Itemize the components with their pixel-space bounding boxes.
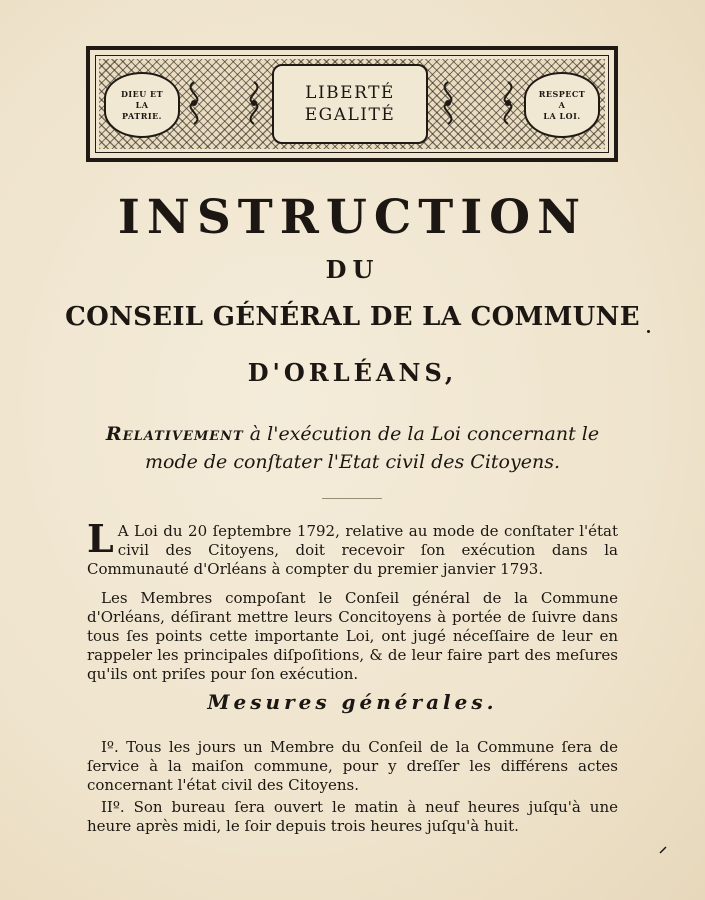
paragraph-article-2: IIº. Son bureau ſera ouvert le matin à neuf heures juſqu'à une heure après midi, le ſoir depuis trois heures juſqu'à huit. <box>87 798 618 835</box>
subtitle-caps-word: Relativement <box>105 423 244 445</box>
drop-cap: L <box>87 516 114 561</box>
flourish-center-right-icon <box>434 80 462 126</box>
medallion-center-line: EGALITÉ <box>304 105 396 125</box>
medallion-left-line: DIEU ET <box>120 88 164 99</box>
section-heading-mesures: Mesures générales. <box>207 690 498 714</box>
paragraph-article-1: Iº. Tous les jours un Membre du Conſeil de la Commune ſera de ſervice à la maiſon commune, pour y dreſſer les différens actes concernant l'état civil des Citoyens. <box>87 738 618 794</box>
medallion-right-line: A <box>558 99 566 110</box>
medallion-right-line: RESPECT <box>538 88 586 99</box>
flourish-center-left-icon <box>240 80 268 126</box>
title-du: DU <box>325 255 380 284</box>
title-orleans: D'ORLÉANS, <box>247 358 458 387</box>
ink-tick-mark <box>659 846 667 854</box>
medallion-dieu-patrie <box>104 72 180 138</box>
medallion-center-line: LIBERTÉ <box>305 83 395 103</box>
subtitle-line2: mode de conſtater l'Etat civil des Citoyens. <box>144 451 560 473</box>
medallion-right-line: LA LOI. <box>543 110 581 121</box>
paragraph-intro-text: A Loi du 20 ſeptembre 1792, relative au mode de conſtater l'état civil des Citoyens, doit recevoir ſon exécution dans la Communauté d'Orléans à compter du premier janvier 1793. <box>87 522 618 578</box>
medallion-respect-loi <box>524 72 600 138</box>
paragraph-intro <box>87 516 618 579</box>
divider-rule <box>322 498 382 499</box>
ornamental-header-band <box>86 46 618 162</box>
subtitle-relativement <box>60 420 645 476</box>
paragraph-membres: Les Membres compoſant le Conſeil général de la Commune d'Orléans, déſirant mettre leurs Concitoyens à portée de ſuivre dans tous ſes points cette importante Loi, ont jugé néceſſaire de leur en rappeler les principales diſpoſitions, & de leur faire part des meſures qu'ils ont priſes pour ſon exécution. <box>87 589 618 683</box>
title-instruction: INSTRUCTION <box>117 190 588 245</box>
medallion-left-line: PATRIE. <box>122 110 162 121</box>
flourish-right-icon <box>494 80 522 126</box>
medallion-liberte-egalite <box>272 64 428 144</box>
medallion-left-line: LA <box>135 99 149 110</box>
subtitle-line1: à l'exécution de la Loi concernant le <box>243 423 600 445</box>
ink-mark <box>647 330 650 333</box>
title-conseil-general: CONSEIL GÉNÉRAL DE LA COMMUNE <box>65 302 640 332</box>
flourish-left-icon <box>180 80 208 126</box>
